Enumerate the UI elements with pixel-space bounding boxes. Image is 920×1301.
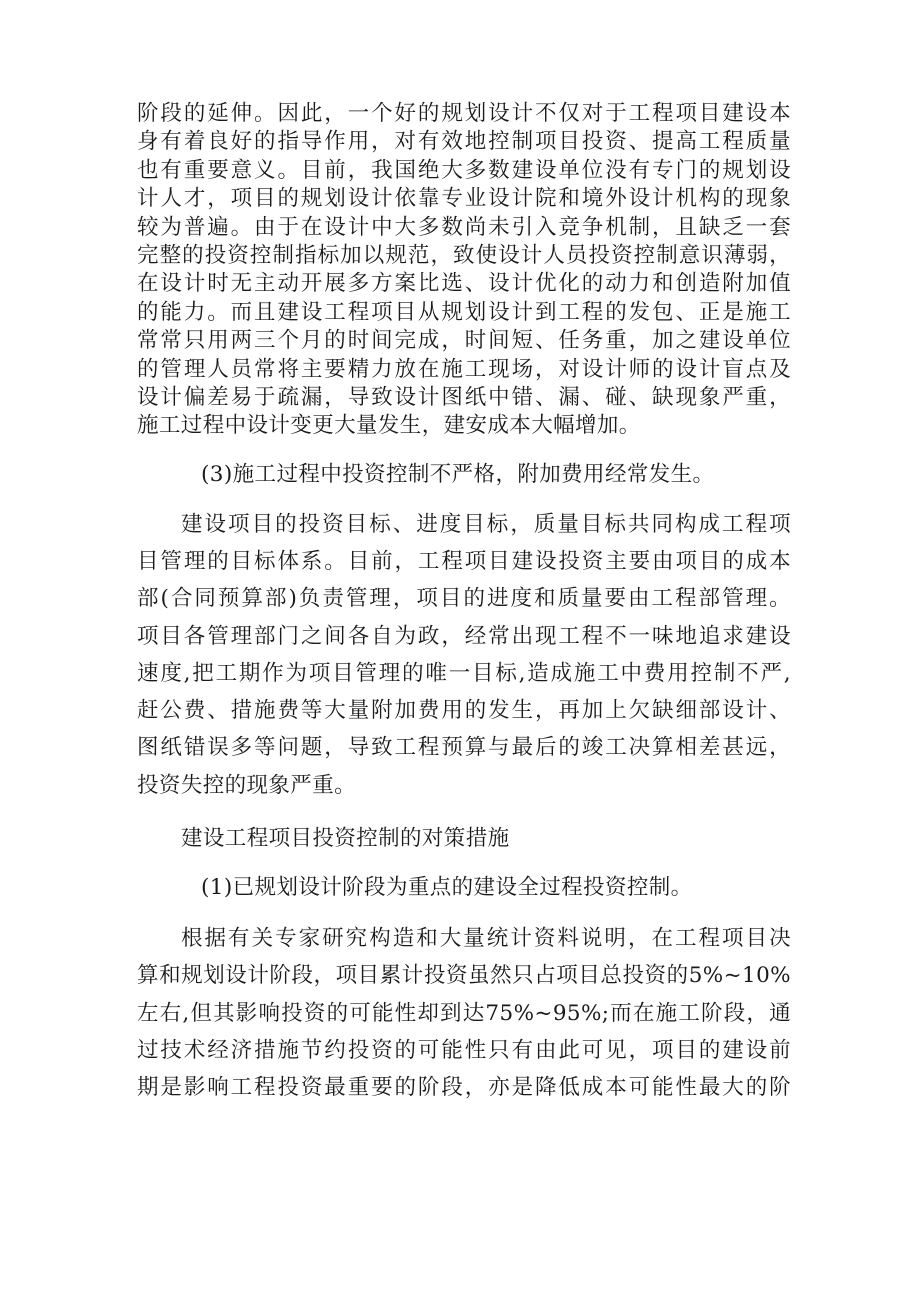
text-line: 较为普遍。由于在设计中大多数尚未引入竞争机制，且缺乏一套 [137, 214, 791, 240]
text-line: 施工过程中设计变更大量发生，建安成本大幅增加。 [137, 413, 641, 439]
text-line: 在设计时无主动开展多方案比选、设计优化的动力和创造附加值 [137, 271, 791, 297]
text-line: 常常只用两三个月的时间完成，时间短、任务重，加之建设单位 [137, 328, 791, 354]
section-heading-measures: 建设工程项目投资控制的对策措施 [181, 826, 510, 852]
section-heading-3: (3)施工过程中投资控制不严格，附加费用经常发生。 [201, 461, 715, 487]
paragraph-construction-control [137, 506, 791, 804]
text-line: 期是影响工程投资最重要的阶段，亦是降低成本可能性最大的阶 [137, 1075, 791, 1101]
text-line: 完整的投资控制指标加以规范，致使设计人员投资控制意识薄弱， [137, 242, 791, 268]
text-line: 身有着良好的指导作用，对有效地控制项目投资、提高工程质量 [137, 129, 791, 155]
document-page [137, 100, 791, 1107]
text-line: 左右,但其影响投资的可能性却到达75%~95%;而在施工阶段，通 [137, 1000, 791, 1026]
text-line: 的管理人员常将主要精力放在施工现场，对设计师的设计盲点及 [137, 356, 791, 382]
paragraph-design-stage [137, 100, 791, 441]
text-line: 算和规划设计阶段，项目累计投资虽然只占项目总投资的5%~10% [137, 963, 791, 989]
text-line: 项目各管理部门之间各自为政，经常出现工程不一味地追求建设 [137, 623, 791, 649]
text-line: 也有重要意义。目前，我国绝大多数建设单位没有专门的规划设 [137, 157, 791, 183]
text-line: 过技术经济措施节约投资的可能性只有由此可见，项目的建设前 [137, 1037, 791, 1063]
text-line: 部(合同预算部)负责管理，项目的进度和质量要由工程部管理。 [137, 586, 791, 612]
text-line: 根据有关专家研究构造和大量统计资料说明，在工程项目决 [181, 926, 791, 952]
text-line: 投资失控的现象严重。 [137, 772, 357, 798]
text-line: 赶公费、措施费等大量附加费用的发生，再加上欠缺细部设计、 [137, 698, 791, 724]
text-line: 目管理的目标体系。目前，工程项目建设投资主要由项目的成本 [137, 548, 791, 574]
text-line: 计人才，项目的规划设计依靠专业设计院和境外设计机构的现象 [137, 186, 791, 212]
paragraph-full-process-control [137, 920, 791, 1106]
section-heading-1: (1)已规划设计阶段为重点的建设全过程投资控制。 [201, 875, 693, 901]
text-line: 建设项目的投资目标、进度目标，质量目标共同构成工程项 [181, 511, 791, 537]
text-line: 的能力。而且建设工程项目从规划设计到工程的发包、正是施工 [137, 299, 791, 325]
text-line: 阶段的延伸。因此，一个好的规划设计不仅对于工程项目建设本 [137, 101, 791, 126]
text-line: 速度,把工期作为项目管理的唯一目标,造成施工中费用控制不严, [137, 660, 791, 686]
text-line: 图纸错误多等问题，导致工程预算与最后的竣工决算相差甚远， [137, 735, 791, 761]
text-line: 设计偏差易于疏漏，导致设计图纸中错、漏、碰、缺现象严重， [137, 384, 791, 410]
